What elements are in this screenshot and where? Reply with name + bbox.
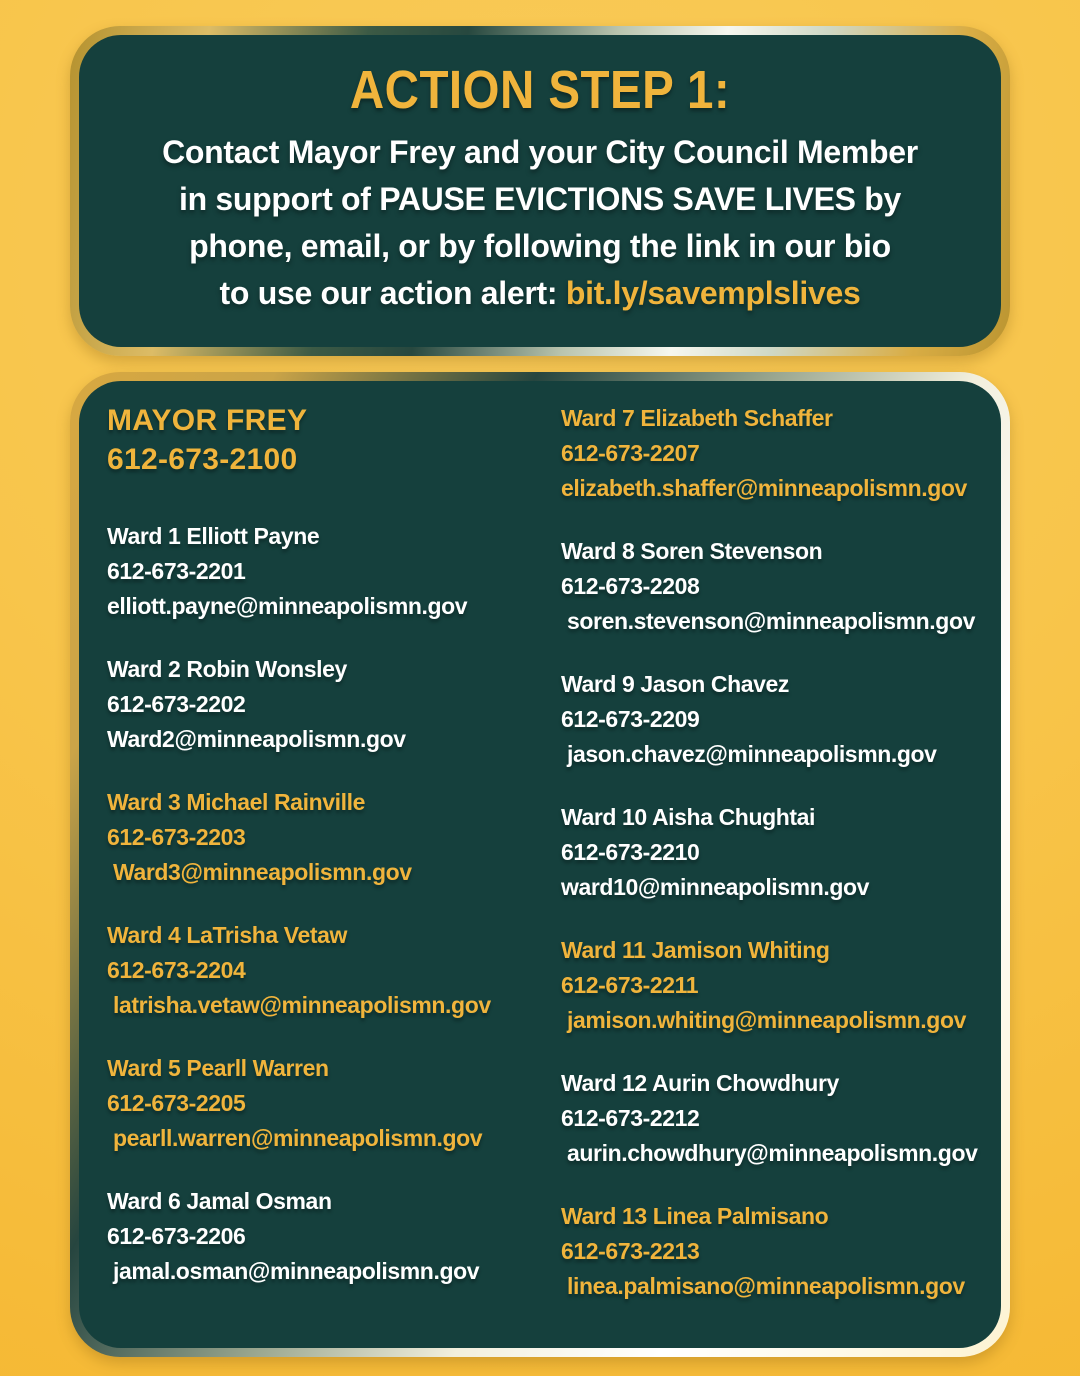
ward-phone: 612-673-2211	[561, 972, 699, 998]
contacts-column-left	[107, 401, 561, 1317]
ward-name: Ward 8 Soren Stevenson	[561, 538, 823, 564]
intro-text	[97, 129, 983, 317]
ward-name: Ward 6 Jamal Osman	[107, 1188, 332, 1214]
ward-name: Ward 11 Jamison Whiting	[561, 937, 830, 963]
action-alert-link[interactable]: bit.ly/savemplslives	[565, 275, 861, 311]
ward-name: Ward 5 Pearll Warren	[107, 1055, 329, 1081]
contacts-column-right	[561, 401, 983, 1332]
ward-name: Ward 10 Aisha Chughtai	[561, 804, 816, 830]
ward-name: Ward 9 Jason Chavez	[561, 671, 790, 697]
ward-block-8	[561, 534, 983, 639]
ward-email: elliott.payne@minneapolismn.gov	[107, 593, 468, 619]
ward-phone: 612-673-2208	[561, 573, 700, 599]
ward-email: pearll.warren@minneapolismn.gov	[107, 1125, 483, 1151]
ward-block-4	[107, 918, 561, 1023]
ward-block-11	[561, 933, 983, 1038]
intro-line-4	[97, 270, 983, 317]
ward-block-7	[561, 401, 983, 506]
intro-line-1: Contact Mayor Frey and your City Council Member	[162, 134, 918, 170]
ward-email: ward10@minneapolismn.gov	[561, 874, 870, 900]
ward-email: jason.chavez@minneapolismn.gov	[561, 741, 937, 767]
ward-phone: 612-673-2207	[561, 440, 700, 466]
ward-block-10	[561, 800, 983, 905]
ward-name: Ward 1 Elliott Payne	[107, 523, 320, 549]
ward-phone: 612-673-2209	[561, 706, 700, 732]
ward-phone: 612-673-2206	[107, 1223, 246, 1249]
ward-phone: 612-673-2204	[107, 957, 246, 983]
ward-block-5	[107, 1051, 561, 1156]
ward-email: linea.palmisano@minneapolismn.gov	[561, 1273, 965, 1299]
ward-name: Ward 2 Robin Wonsley	[107, 656, 347, 682]
cta-prefix: to use our action alert:	[219, 275, 566, 311]
ward-email: latrisha.vetaw@minneapolismn.gov	[107, 992, 491, 1018]
intro-line-2: in support of PAUSE EVICTIONS SAVE LIVES by	[179, 181, 901, 217]
ward-block-13	[561, 1199, 983, 1304]
ward-block-3	[107, 785, 561, 890]
ward-email: soren.stevenson@minneapolismn.gov	[561, 608, 975, 634]
ward-phone: 612-673-2205	[107, 1090, 246, 1116]
ward-block-9	[561, 667, 983, 772]
contacts-card	[70, 372, 1010, 1357]
ward-name: Ward 4 LaTrisha Vetaw	[107, 922, 348, 948]
ward-name: Ward 7 Elizabeth Schaffer	[561, 405, 833, 431]
ward-name: Ward 13 Linea Palmisano	[561, 1203, 829, 1229]
ward-phone: 612-673-2213	[561, 1238, 700, 1264]
ward-name: Ward 12 Aurin Chowdhury	[561, 1070, 839, 1096]
ward-email: aurin.chowdhury@minneapolismn.gov	[561, 1140, 978, 1166]
ward-block-1	[107, 519, 561, 624]
ward-email: Ward2@minneapolismn.gov	[107, 726, 406, 752]
ward-email: elizabeth.shaffer@minneapolismn.gov	[561, 475, 967, 501]
ward-email: Ward3@minneapolismn.gov	[107, 859, 412, 885]
ward-phone: 612-673-2203	[107, 824, 246, 850]
ward-phone: 612-673-2212	[561, 1105, 700, 1131]
ward-name: Ward 3 Michael Rainville	[107, 789, 365, 815]
ward-phone: 612-673-2201	[107, 558, 246, 584]
mayor-phone: 612-673-2100	[107, 443, 298, 476]
action-step-card	[70, 26, 1010, 356]
ward-block-12	[561, 1066, 983, 1171]
ward-email: jamal.osman@minneapolismn.gov	[107, 1258, 480, 1284]
mayor-block	[107, 401, 561, 479]
ward-block-6	[107, 1184, 561, 1289]
action-step-card-inner	[79, 35, 1001, 347]
intro-line-3: phone, email, or by following the link in our bio	[189, 228, 891, 264]
ward-phone: 612-673-2210	[561, 839, 700, 865]
ward-email: jamison.whiting@minneapolismn.gov	[561, 1007, 966, 1033]
ward-phone: 612-673-2202	[107, 691, 246, 717]
contacts-card-inner	[79, 381, 1001, 1348]
action-step-title: ACTION STEP 1:	[349, 60, 731, 120]
mayor-name: MAYOR FREY	[107, 404, 308, 437]
ward-block-2	[107, 652, 561, 757]
